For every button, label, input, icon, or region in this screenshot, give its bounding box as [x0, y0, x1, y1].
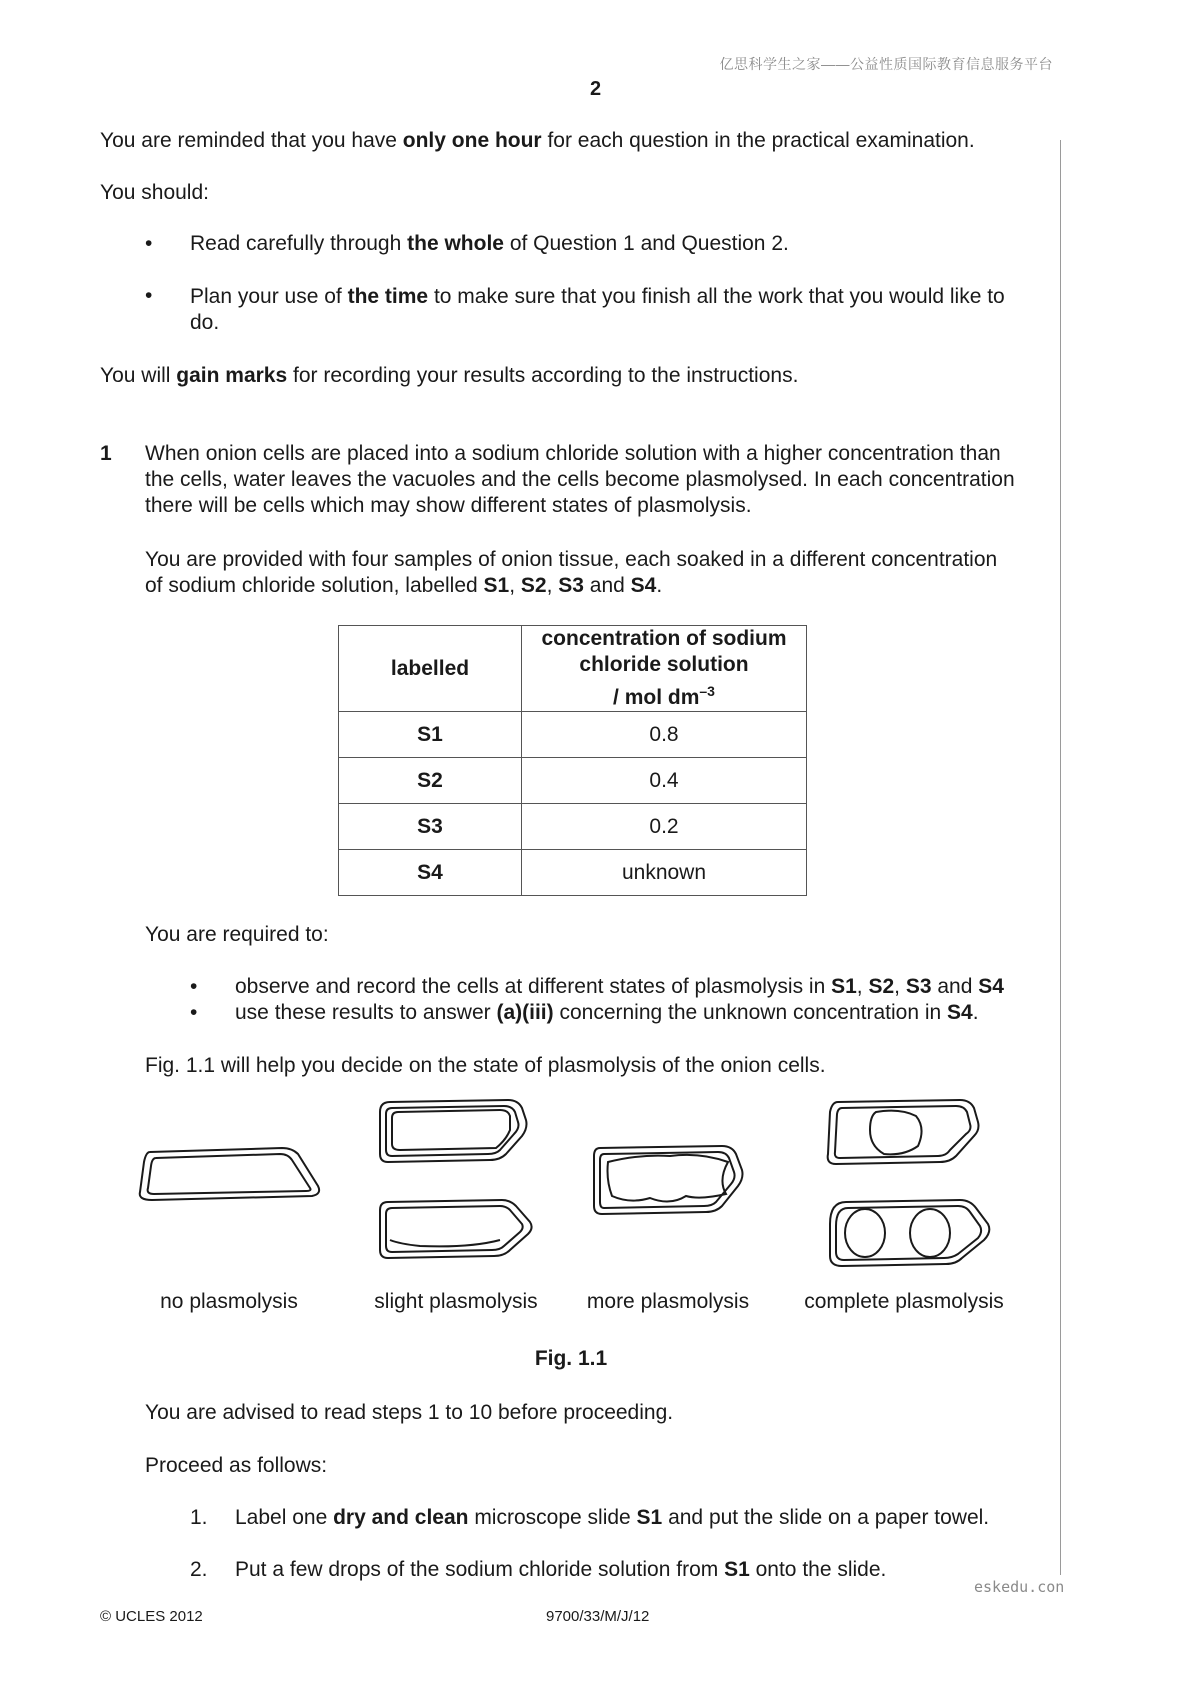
- question-number: 1: [100, 442, 112, 465]
- required-intro: You are required to:: [145, 923, 329, 946]
- figure-title: Fig. 1.1: [534, 1347, 608, 1370]
- caption-no-plasmolysis: no plasmolysis: [160, 1290, 298, 1313]
- advised-text: You are advised to read steps 1 to 10 before proceeding.: [145, 1401, 674, 1424]
- plasmolysis-figure: [0, 1090, 1191, 1290]
- gain-marks-text: You will gain marks for recording your results according to the instructions.: [100, 364, 799, 387]
- cell-no-plasmolysis: [140, 1148, 319, 1200]
- intro-bullet-2: • Plan your use of the time to make sure that you finish all the work that you would like to do.: [145, 284, 1005, 334]
- question-para-1: When onion cells are placed into a sodium chloride solution with a higher concentration than the cells, water leaves the vacuoles and the cells become plasmolysed. In each concentration there will be cells which may show different states of plasmolysis.: [145, 442, 1015, 517]
- cell-slight-plasmolysis-bottom: [380, 1200, 532, 1258]
- table-row: [339, 758, 807, 804]
- footer-copyright: © UCLES 2012: [100, 1608, 203, 1625]
- required-bullet-1: • observe and record the cells at different states of plasmolysis in S1, S2, S3 and S4: [190, 975, 1004, 998]
- procedure-step-2: 2. Put a few drops of the sodium chloride solution from S1 onto the slide.: [190, 1558, 887, 1581]
- figure-intro: Fig. 1.1 will help you decide on the state of plasmolysis of the onion cells.: [145, 1054, 826, 1077]
- table-cell-label: S1: [339, 712, 522, 758]
- table-cell-label: S3: [339, 804, 522, 850]
- page-number: 2: [589, 78, 602, 100]
- caption-more-plasmolysis: more plasmolysis: [586, 1290, 750, 1313]
- proceed-text: Proceed as follows:: [145, 1454, 328, 1477]
- header-watermark: 亿思科学生之家——公益性质国际教育信息服务平台: [719, 56, 1053, 72]
- table-row: [339, 804, 807, 850]
- table-cell-value: 0.4: [522, 758, 807, 804]
- cell-more-plasmolysis: [594, 1146, 743, 1214]
- cell-complete-plasmolysis-top: [828, 1100, 979, 1164]
- table-header-concentration: concentration of sodium chloride solution / mol $dm^{-3}$: [522, 626, 807, 712]
- table-cell-value: 0.2: [522, 804, 807, 850]
- caption-complete-plasmolysis: complete plasmolysis: [804, 1290, 1004, 1313]
- table-header-labelled: labelled: [339, 626, 522, 712]
- question-para-2: You are provided with four samples of onion tissue, each soaked in a different concentration of sodium chloride solution, labelled S1, S2, S3 and S4.: [145, 548, 998, 597]
- footer-code: 9700/33/M/J/12: [546, 1608, 650, 1625]
- required-bullet-2: • use these results to answer (a)(iii) concerning the unknown concentration in S4.: [190, 1001, 979, 1024]
- concentration-table: [338, 625, 807, 896]
- table-cell-label: S4: [339, 850, 522, 896]
- caption-slight-plasmolysis: slight plasmolysis: [374, 1290, 538, 1313]
- cell-slight-plasmolysis-top: [380, 1100, 527, 1162]
- procedure-step-1: 1. Label one dry and clean microscope slide S1 and put the slide on a paper towel.: [190, 1506, 990, 1529]
- reminder-text: You are reminded that you have only one hour for each question in the practical examination.: [100, 129, 975, 152]
- table-cell-value: unknown: [522, 850, 807, 896]
- table-cell-value: 0.8: [522, 712, 807, 758]
- table-cell-label: S2: [339, 758, 522, 804]
- table-row: [339, 712, 807, 758]
- intro-bullet-1: • Read carefully through the whole of Question 1 and Question 2.: [145, 232, 789, 255]
- table-row: [339, 850, 807, 896]
- cell-complete-plasmolysis-bottom: [830, 1200, 989, 1266]
- should-text: You should:: [100, 181, 209, 204]
- footer-watermark: eskedu.con: [974, 1578, 1065, 1596]
